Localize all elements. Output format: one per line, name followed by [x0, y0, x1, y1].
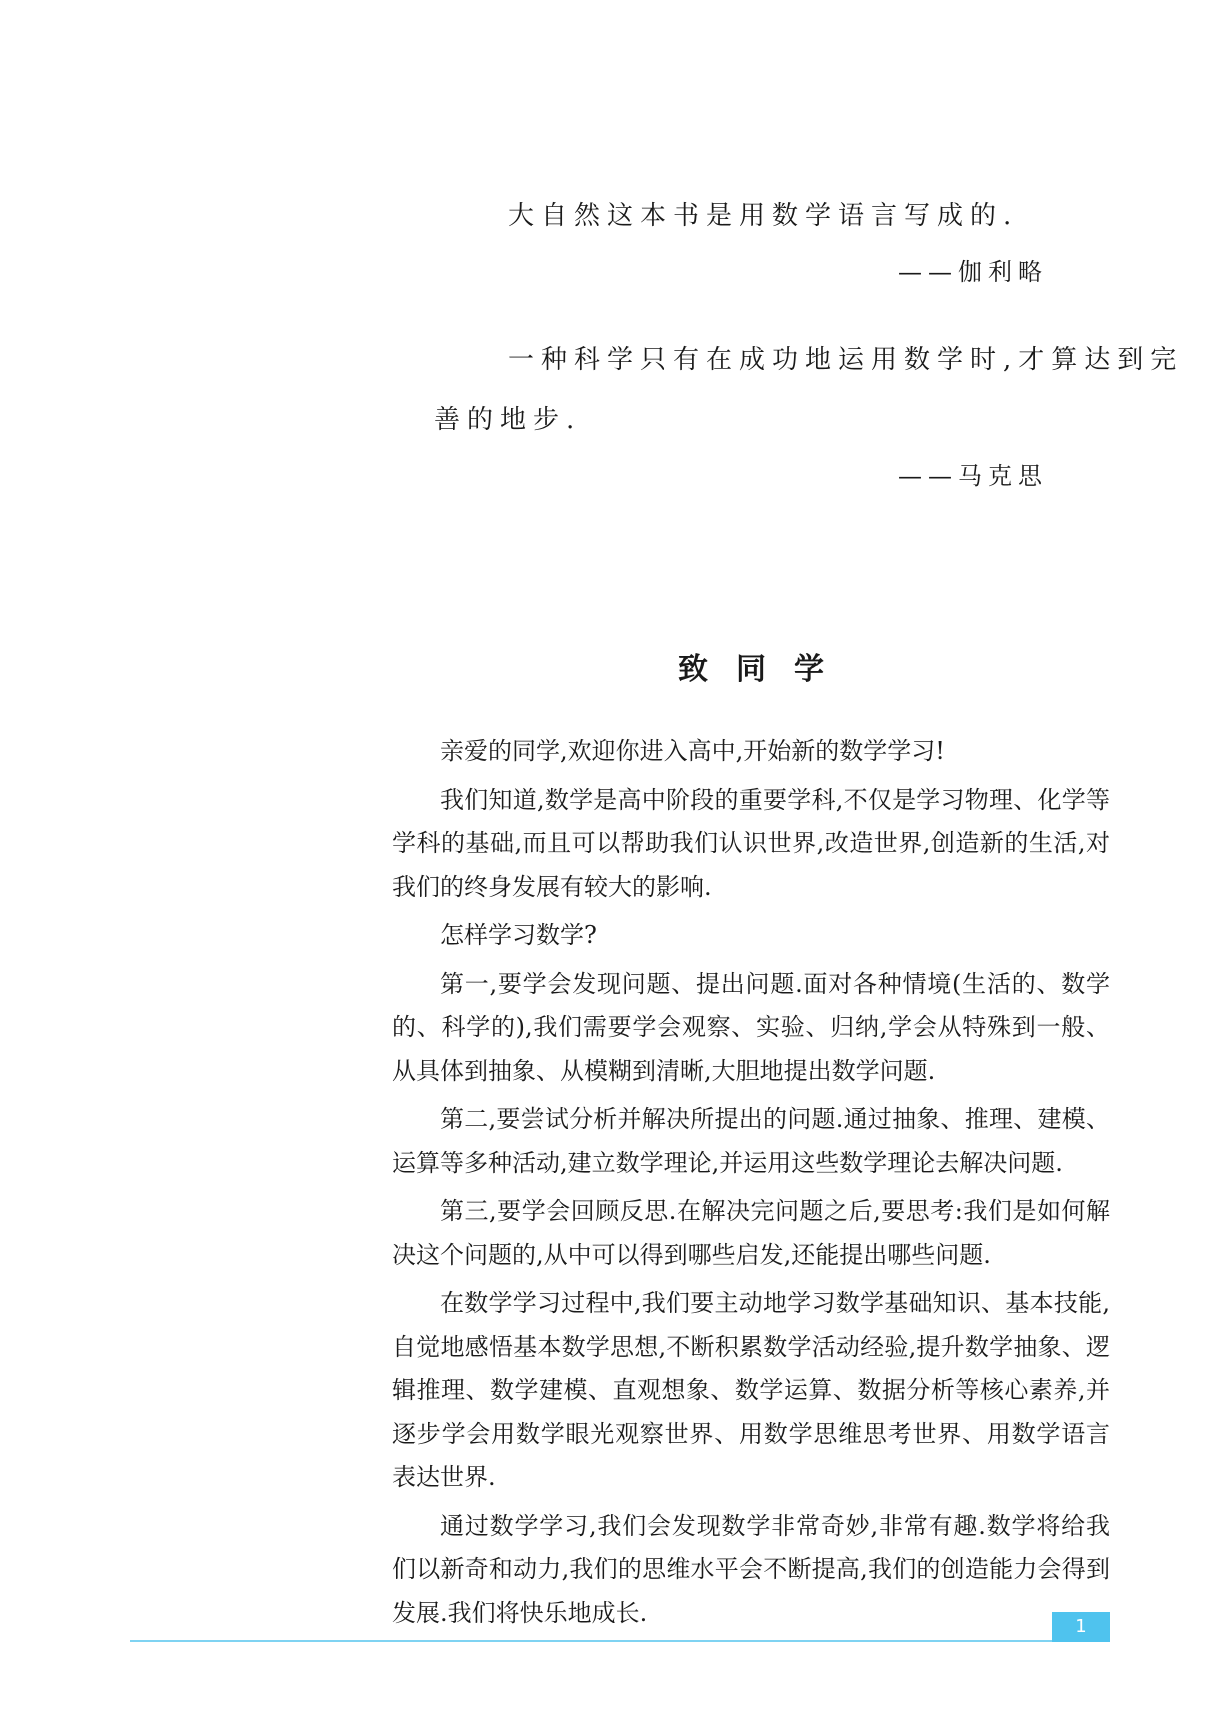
- paragraph: 在数学学习过程中,我们要主动地学习数学基础知识、基本技能,自觉地感悟基本数学思想,不断积累数学活动经验,提升数学抽象、逻辑推理、数学建模、直观想象、数学运算、数据分析等核心素养,并逐步学会用数学眼光观察世界、用数学思维思考世界、用数学语言表达世界.: [392, 1289, 1110, 1491]
- letter-title: 致同学: [678, 652, 852, 687]
- quote-text: 大自然这本书是用数学语言写成的.: [508, 201, 1019, 231]
- footer-rule: [130, 1640, 1110, 1642]
- paragraph: 第二,要尝试分析并解决所提出的问题.通过抽象、推理、建模、运算等多种活动,建立数学理论,并运用这些数学理论去解决问题.: [392, 1105, 1110, 1177]
- quote-author: ——伽利略: [898, 258, 1048, 286]
- quote-marx: [434, 330, 1184, 502]
- paragraph: 怎样学习数学?: [440, 921, 597, 949]
- letter-body: [392, 730, 1110, 1640]
- quote-text: 一种科学只有在成功地运用数学时,才算达到完: [508, 345, 1184, 375]
- paragraph: 第一,要学会发现问题、提出问题.面对各种情境(生活的、数学的、科学的),我们需要学会观察、实验、归纳,学会从特殊到一般、从具体到抽象、从模糊到清晰,大胆地提出数学问题.: [392, 969, 1110, 1085]
- quote-author: ——马克思: [898, 462, 1048, 490]
- paragraph: 我们知道,数学是高中阶段的重要学科,不仅是学习物理、化学等学科的基础,而且可以帮助我们认识世界,改造世界,创造新的生活,对我们的终身发展有较大的影响.: [392, 785, 1110, 901]
- page-number: 1: [1052, 1612, 1110, 1642]
- paragraph: 第三,要学会回顾反思.在解决完问题之后,要思考:我们是如何解决这个问题的,从中可以得到哪些启发,还能提出哪些问题.: [392, 1197, 1110, 1269]
- quote-text-continued: 善的地步.: [434, 405, 582, 435]
- paragraph: 通过数学学习,我们会发现数学非常奇妙,非常有趣.数学将给我们以新奇和动力,我们的思维水平会不断提高,我们的创造能力会得到发展.我们将快乐地成长.: [392, 1511, 1110, 1627]
- paragraph: 亲爱的同学,欢迎你进入高中,开始新的数学学习!: [440, 737, 945, 765]
- quote-galileo: [434, 186, 1110, 298]
